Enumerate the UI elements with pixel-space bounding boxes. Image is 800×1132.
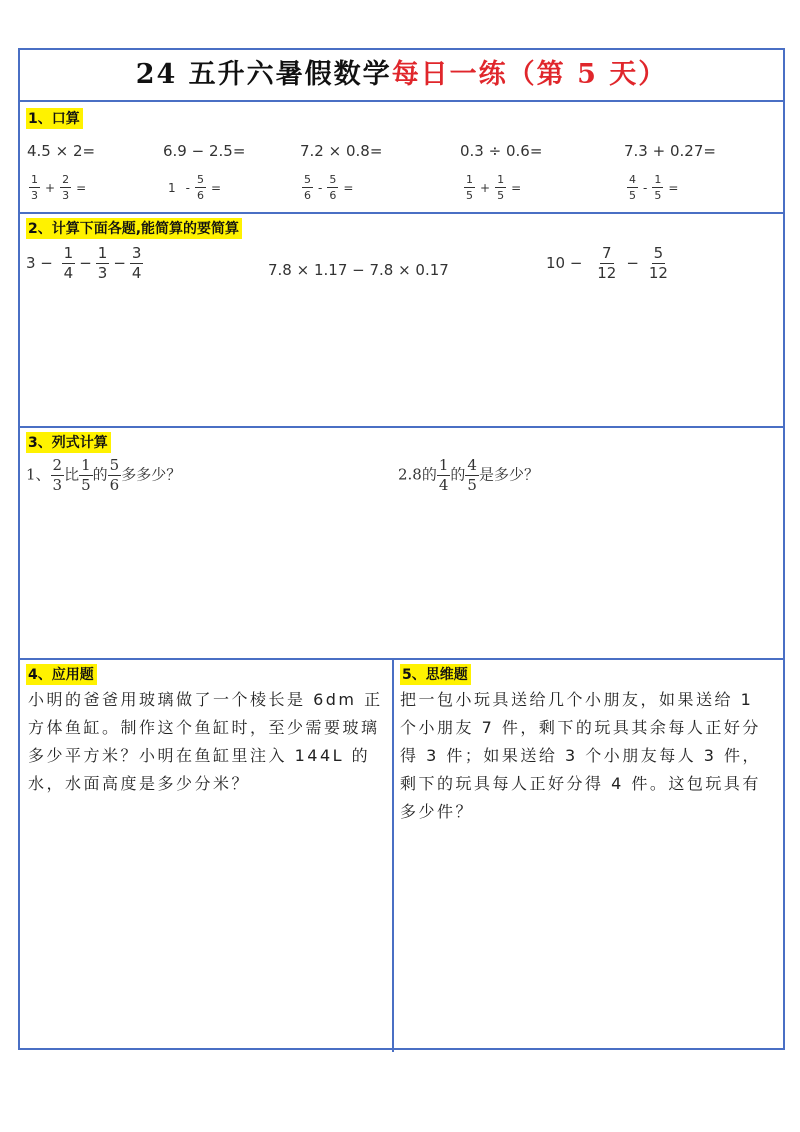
numerator: 5 xyxy=(329,173,337,186)
problem: 0.3 ÷ 0.6= xyxy=(460,142,543,160)
equals: = xyxy=(343,180,354,195)
denominator: 4 xyxy=(438,476,449,494)
section-simplify-calc xyxy=(20,212,783,426)
section-oral-calc xyxy=(20,100,783,212)
operator: − xyxy=(113,254,126,272)
word: 是多少？ xyxy=(478,465,539,484)
denominator: 5 xyxy=(497,189,505,202)
problem xyxy=(627,174,683,201)
page-title xyxy=(20,50,783,100)
numerator: 5 xyxy=(109,456,120,474)
section-heading: 2、计算下面各题,能简算的要简算 xyxy=(26,218,242,239)
numerator: 1 xyxy=(497,173,505,186)
section-heading: 5、思维题 xyxy=(400,664,471,685)
equals: = xyxy=(210,180,222,195)
title-row xyxy=(20,50,783,100)
problem xyxy=(26,246,147,281)
numerator: 2 xyxy=(62,173,70,186)
numerator: 1 xyxy=(466,173,473,186)
numerator: 7 xyxy=(601,244,612,262)
problem xyxy=(168,174,226,201)
denominator: 6 xyxy=(109,476,120,494)
denominator: 3 xyxy=(62,189,70,202)
numerator: 1 xyxy=(438,456,449,474)
problem: 7.2 × 0.8= xyxy=(300,142,383,160)
denominator: 5 xyxy=(654,189,662,202)
section-heading: 1、口算 xyxy=(26,108,83,129)
column-divider xyxy=(392,660,394,1052)
title-sub: 每日一练（第 5 天） xyxy=(391,59,668,90)
title-main: 24 五升六暑假数学 xyxy=(135,59,392,90)
numerator: 1 xyxy=(654,173,662,186)
numerator: 5 xyxy=(196,173,204,186)
denominator: 12 xyxy=(597,264,617,282)
whole-number: 1 xyxy=(168,180,176,195)
equals: = xyxy=(76,180,87,195)
lead-term: 10 − xyxy=(546,254,583,272)
lead-term: 2.8的 xyxy=(398,465,437,484)
problem xyxy=(29,174,91,201)
worksheet xyxy=(18,48,785,1050)
thinking-problem-text: 把一包小玩具送给几个小朋友，如果送给 1 个小朋友 7 件，剩下的玩具其余每人正好分得 3 件；如果送给 3 个小朋友每人 3 件，剩下的玩具每人正好分得 4 件。这包玩具有多少件？ xyxy=(400,690,762,821)
denominator: 6 xyxy=(304,189,311,202)
equals: = xyxy=(511,180,522,195)
operator: - xyxy=(318,180,323,195)
problem xyxy=(546,246,678,281)
denominator: 12 xyxy=(648,264,668,282)
operator: + xyxy=(480,180,491,195)
problem xyxy=(26,458,181,493)
denominator: 6 xyxy=(329,189,337,202)
numerator: 3 xyxy=(131,244,142,262)
denominator: 5 xyxy=(629,189,636,202)
denominator: 3 xyxy=(97,264,108,282)
denominator: 5 xyxy=(81,476,91,494)
denominator: 5 xyxy=(466,189,473,202)
numerator: 4 xyxy=(629,173,636,186)
operator: − xyxy=(626,254,639,272)
operator: - xyxy=(643,180,648,195)
numerator: 1 xyxy=(97,244,108,262)
denominator: 3 xyxy=(52,476,63,494)
problem xyxy=(398,458,539,493)
word: 多多少？ xyxy=(121,465,182,484)
section-heading: 3、列式计算 xyxy=(26,432,111,453)
lead-term: 1、 xyxy=(26,465,51,484)
problem xyxy=(464,174,526,201)
operator: - xyxy=(185,180,190,195)
numerator: 4 xyxy=(467,456,477,474)
operator: + xyxy=(45,180,56,195)
word: 比 xyxy=(64,465,80,484)
lead-term: 3 − xyxy=(26,254,53,272)
numerator: 1 xyxy=(81,456,91,474)
denominator: 5 xyxy=(467,476,477,494)
section-equation-calc xyxy=(20,426,783,658)
problem: 6.9 − 2.5= xyxy=(163,142,246,160)
numerator: 1 xyxy=(31,173,38,186)
numerator: 2 xyxy=(52,456,63,474)
numerator: 1 xyxy=(63,244,74,262)
word: 的 xyxy=(450,465,466,484)
denominator: 6 xyxy=(196,189,204,202)
problem: 7.8 × 1.17 − 7.8 × 0.17 xyxy=(268,261,449,279)
denominator: 4 xyxy=(63,264,74,282)
operator: − xyxy=(79,254,92,272)
numerator: 5 xyxy=(653,244,664,262)
application-problem-text: 小明的爸爸用玻璃做了一个棱长是 6dm 正方体鱼缸。制作这个鱼缸时，至少需要玻璃多少平方米？小明在鱼缸里注入 144L 的水，水面高度是多少分米？ xyxy=(28,690,383,793)
equals: = xyxy=(668,180,679,195)
denominator: 4 xyxy=(131,264,142,282)
numerator: 5 xyxy=(304,173,311,186)
section-word-problems xyxy=(20,658,783,1052)
problem xyxy=(302,174,358,201)
problem: 7.3 + 0.27= xyxy=(624,142,716,160)
word: 的 xyxy=(92,465,108,484)
problem: 4.5 × 2= xyxy=(27,142,96,160)
denominator: 3 xyxy=(31,189,38,202)
section-heading: 4、应用题 xyxy=(26,664,97,685)
